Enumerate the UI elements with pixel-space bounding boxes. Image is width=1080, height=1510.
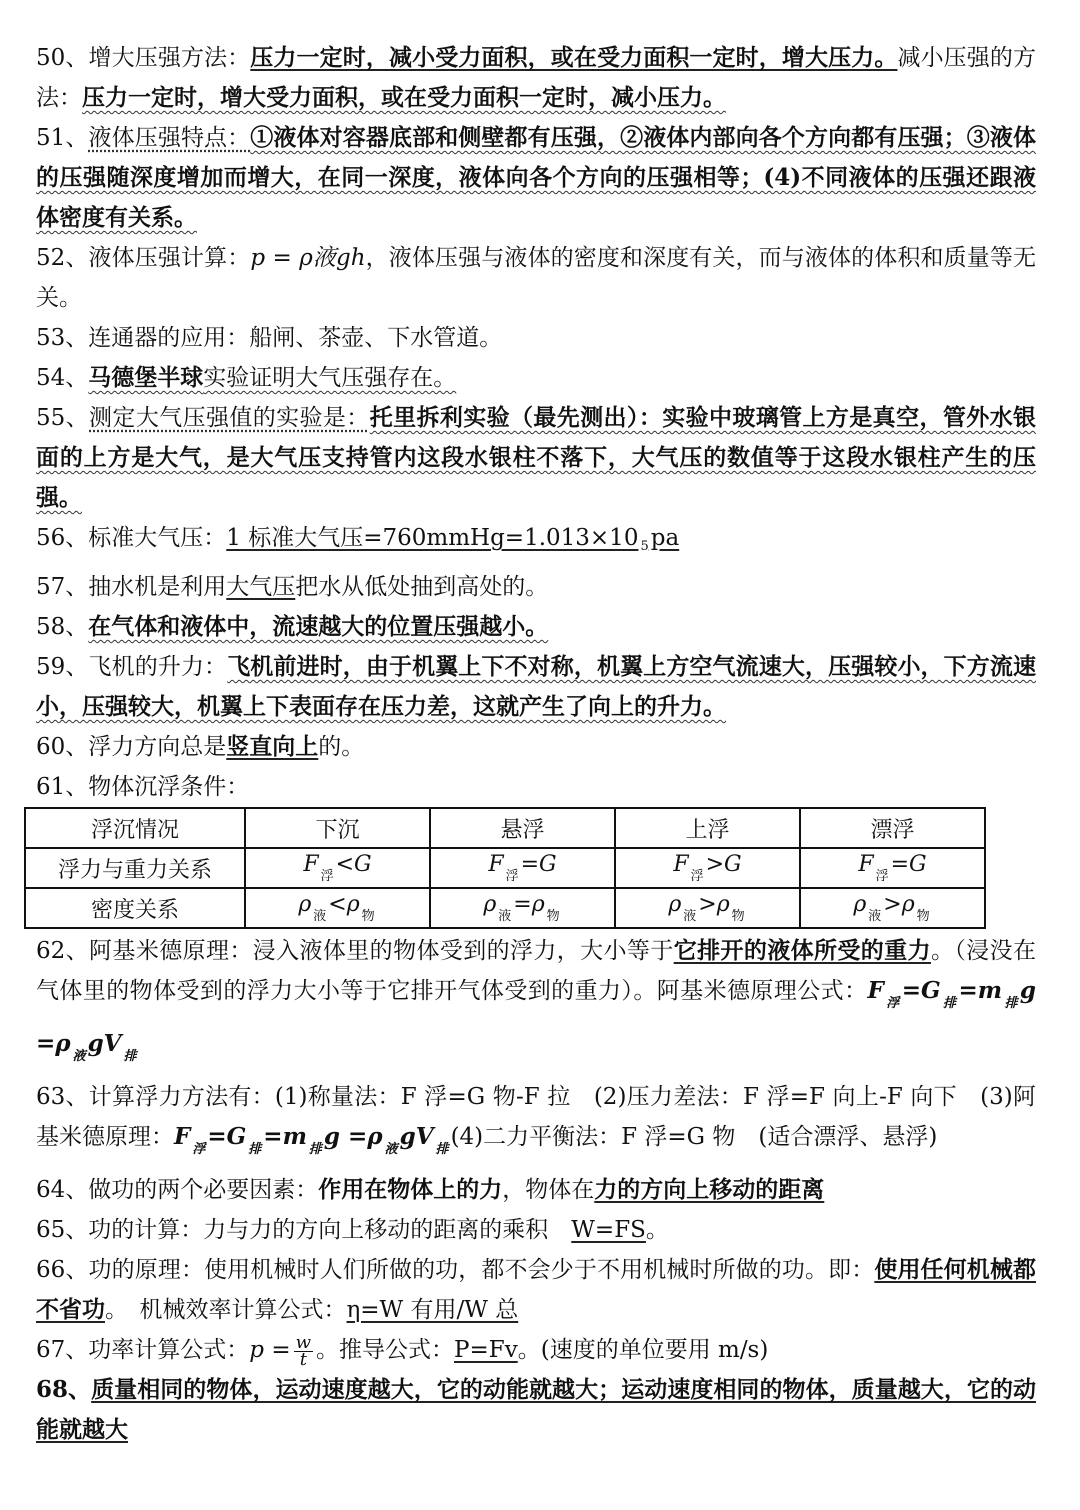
item-number: 61、	[36, 774, 89, 800]
table-header-cell: 浮沉情况	[25, 808, 245, 848]
item-number: 62、	[36, 938, 90, 964]
item-66-c: 。 机械效率计算公式：	[105, 1297, 347, 1323]
cell-subscript: 液	[498, 909, 512, 924]
item-65-formula: W=FS	[571, 1217, 646, 1243]
item-number: 54、	[36, 365, 89, 391]
item-number: 66、	[36, 1257, 89, 1283]
item-56-value	[226, 525, 680, 554]
item-67-b: 。推导公式：	[316, 1337, 455, 1363]
document-page	[36, 38, 1036, 1450]
item-56-base: 1 标准大气压=760mmHg=1.013×10	[226, 525, 639, 551]
cell-relation: =G	[520, 852, 557, 877]
cell-relation: <ρ	[328, 892, 360, 917]
item-62	[36, 931, 1036, 1077]
item-60-a: 浮力方向总是	[88, 734, 227, 760]
item-60-term: 竖直向上	[226, 733, 319, 760]
item-number: 60、	[36, 734, 89, 760]
item-56-exponent: 5	[640, 539, 649, 554]
item-number: 68、	[36, 1376, 92, 1403]
item-50-method-decrease: 压力一定时，增大受力面积，或在受力面积一定时，减小压力。	[82, 84, 726, 111]
archimedes-formula	[174, 1123, 451, 1157]
item-60-c: 的。	[318, 734, 365, 760]
formula-part: F	[174, 1123, 191, 1150]
item-64-a: 做功的两个必要因素：	[88, 1177, 319, 1203]
item-number: 51、	[36, 125, 89, 151]
cell-subscript-2: 物	[546, 909, 560, 924]
formula-part: gV	[399, 1123, 434, 1150]
item-number: 64、	[36, 1177, 89, 1203]
item-55-label: 测定大气压强值的实验是：	[89, 405, 370, 431]
item-64-factor-2: 力的方向上移动的距离	[594, 1176, 825, 1203]
item-number: 53、	[36, 325, 89, 351]
item-62-a: 阿基米德原理：浸入液体里的物体受到的浮力，大小等于	[89, 938, 674, 964]
formula-subscript: 排	[308, 1142, 322, 1157]
cell-relation: =ρ	[513, 892, 545, 917]
item-50-label: 增大压强方法：	[88, 45, 251, 71]
item-64	[36, 1170, 1036, 1210]
table-cell	[430, 848, 615, 888]
sink-float-table	[24, 807, 986, 929]
table-cell	[245, 848, 430, 888]
item-number: 56、	[36, 525, 89, 551]
cell-relation: >ρ	[698, 892, 730, 917]
item-68-content: 质量相同的物体，运动速度越大，它的动能就越大；运动速度相同的物体，质量越大，它的动能就越大	[36, 1376, 1036, 1443]
item-52-content: ，液体压强与液体的密度和深度有关，而与液体的体积和质量等无关。	[36, 245, 1036, 311]
cell-relation: >ρ	[883, 892, 915, 917]
formula-part: gV	[87, 1030, 122, 1057]
formula-subscript: 排	[942, 996, 957, 1011]
item-55-content: 托里拆利实验（最先测出）：实验中玻璃管上方是真空，管外水银面的上方是大气，是大气压支持管内这段水银柱不落下，大气压的数值等于这段水银柱产生的压强。	[36, 404, 1037, 511]
cell-subscript-2: 物	[361, 909, 375, 924]
cell-symbol: F	[858, 852, 874, 877]
item-51-label: 液体压强特点：	[88, 125, 251, 151]
formula-subscript: 排	[1004, 996, 1018, 1011]
item-65-c: 。	[645, 1217, 669, 1243]
item-67-a: 功率计算公式：	[88, 1337, 250, 1363]
item-54	[36, 358, 1036, 398]
formula-part: g =ρ	[323, 1123, 383, 1150]
item-57	[36, 567, 1036, 607]
item-57-term: 大气压	[226, 574, 296, 600]
item-54-term: 马德堡半球	[88, 364, 204, 391]
cell-subscript: 液	[868, 909, 882, 924]
formula-part: =G	[901, 977, 941, 1004]
cell-symbol: F	[488, 852, 504, 877]
cell-relation: >G	[705, 852, 742, 877]
table-row-label: 密度关系	[25, 888, 245, 928]
item-61-content: 物体沉浮条件：	[88, 774, 250, 800]
cell-symbol: ρ	[853, 892, 867, 917]
item-50	[36, 38, 1036, 118]
table-header-cell: 悬浮	[430, 808, 615, 848]
table-row	[25, 888, 985, 928]
table-header-row	[25, 808, 985, 848]
item-61	[36, 767, 1036, 807]
item-62-c: 。（浸没在气体里的物体受到的浮力大小等于它排开气体受到的重力）。阿基米德原理公式：	[36, 938, 1036, 1004]
item-59-label: 飞机的升力：	[88, 654, 228, 680]
cell-subscript: 浮	[505, 869, 519, 884]
item-56	[36, 518, 1036, 567]
formula-subscript: 液	[72, 1049, 86, 1064]
table-row-label: 浮力与重力关系	[25, 848, 245, 888]
item-66-a: 功的原理：使用机械时人们所做的功，都不会少于不用机械时所做的功。即：	[88, 1257, 875, 1283]
cell-subscript: 液	[313, 909, 327, 924]
formula-subscript: 浮	[885, 996, 900, 1011]
cell-symbol: ρ	[298, 892, 312, 917]
item-57-a: 抽水机是利用	[88, 574, 227, 600]
item-68	[36, 1370, 1036, 1450]
cell-subscript: 浮	[875, 869, 889, 884]
item-63	[36, 1077, 1036, 1170]
item-67-derived-formula: P=Fv	[454, 1337, 518, 1363]
item-65-a: 功的计算：力与力的方向上移动的距离的乘积	[88, 1217, 572, 1243]
formula-subscript: 排	[248, 1142, 262, 1157]
item-58	[36, 607, 1036, 647]
table-cell	[430, 888, 615, 928]
cell-subscript-2: 物	[731, 909, 745, 924]
item-64-c: ，物体在	[502, 1177, 595, 1203]
item-number: 57、	[36, 574, 89, 600]
formula-part: F	[867, 977, 884, 1004]
cell-symbol: F	[303, 852, 319, 877]
power-fraction	[294, 1331, 313, 1370]
table-cell	[245, 888, 430, 928]
cell-subscript-2: 物	[916, 909, 930, 924]
fraction-denominator: t	[299, 1348, 307, 1370]
formula-part: =m	[958, 977, 1003, 1004]
item-67	[36, 1330, 1036, 1370]
item-59-content: 飞机前进时，由于机翼上下不对称，机翼上方空气流速大，压强较小，下方流速小，压强较大，机翼上下表面存在压力差，这就产生了向上的升力。	[36, 653, 1037, 720]
item-66-principle: 使用任何机械都不省功	[36, 1256, 1037, 1323]
cell-symbol: F	[673, 852, 689, 877]
item-54-content: 实验证明大气压强存在。	[203, 365, 457, 391]
formula-part: =G	[207, 1123, 247, 1150]
table-cell	[615, 888, 800, 928]
item-number: 50、	[36, 45, 89, 71]
cell-subscript: 浮	[320, 869, 334, 884]
item-65	[36, 1210, 1036, 1250]
item-50-label-2: 减小压强的方法：	[36, 45, 1037, 111]
table-cell	[615, 848, 800, 888]
item-58-content: 在气体和液体中，流速越大的位置压强越小。	[88, 613, 549, 640]
item-51	[36, 118, 1036, 238]
item-number: 55、	[36, 405, 90, 431]
item-52	[36, 238, 1036, 318]
cell-symbol: ρ	[668, 892, 682, 917]
table-cell	[800, 888, 985, 928]
formula-subscript: 浮	[192, 1142, 206, 1157]
item-53	[36, 318, 1036, 358]
formula-part: g =ρ	[36, 977, 1036, 1057]
item-53-content: 连通器的应用：船闸、茶壶、下水管道。	[88, 325, 503, 351]
item-57-c: 把水从低处抽到高处的。	[295, 574, 549, 600]
item-63-a: 计算浮力方法有：(1)称量法：F 浮=G 物-F 拉 (2)压力差法：F 浮=F 向上-F 向下 (3)阿基米德原理：	[36, 1084, 1036, 1150]
item-52-label: 液体压强计算：	[88, 245, 251, 271]
item-64-factor-1: 作用在物体上的力	[318, 1176, 503, 1203]
cell-subscript: 液	[683, 909, 697, 924]
table-header-cell: 漂浮	[800, 808, 985, 848]
item-52-formula: p = ρ液gh	[250, 245, 366, 271]
table-header-cell: 下沉	[245, 808, 430, 848]
item-number: 59、	[36, 654, 89, 680]
item-59	[36, 647, 1036, 727]
item-56-unit: pa	[650, 525, 680, 551]
cell-relation: =G	[890, 852, 927, 877]
table-header-cell: 上浮	[615, 808, 800, 848]
item-50-method-increase: 压力一定时，减小受力面积，或在受力面积一定时，增大压力。	[250, 44, 898, 71]
item-number: 52、	[36, 245, 89, 271]
item-51-content: ①液体对容器底部和侧壁都有压强，②液体内部向各个方向都有压强；③液体的压强随深度增加而增大，在同一深度，液体向各个方向的压强相等；(4)不同液体的压强还跟液体密度有关系。	[36, 124, 1037, 231]
item-number: 67、	[36, 1337, 89, 1363]
item-number: 58、	[36, 614, 89, 640]
item-56-label: 标准大气压：	[88, 525, 227, 551]
item-number: 65、	[36, 1217, 89, 1243]
formula-part: =m	[263, 1123, 307, 1150]
item-67-d: 。(速度的单位要用 m/s)	[517, 1337, 769, 1363]
formula-subscript: 排	[435, 1142, 449, 1157]
fraction-numerator: w	[295, 1331, 312, 1353]
table-cell	[800, 848, 985, 888]
formula-subscript: 液	[384, 1142, 398, 1157]
formula-subscript: 排	[123, 1049, 137, 1064]
item-number: 63、	[36, 1084, 89, 1110]
item-55	[36, 398, 1036, 518]
item-63-b: (4)二力平衡法：F 浮=G 物 (适合漂浮、悬浮)	[450, 1124, 938, 1150]
item-66-efficiency-formula: η=W 有用/W 总	[346, 1297, 519, 1323]
cell-symbol: ρ	[483, 892, 497, 917]
item-62-term: 它排开的液体所受的重力	[673, 937, 931, 964]
power-formula-lhs: p =	[249, 1337, 291, 1363]
cell-relation: <G	[335, 852, 372, 877]
item-60	[36, 727, 1036, 767]
cell-subscript: 浮	[690, 869, 704, 884]
item-66	[36, 1250, 1036, 1330]
table-row	[25, 848, 985, 888]
